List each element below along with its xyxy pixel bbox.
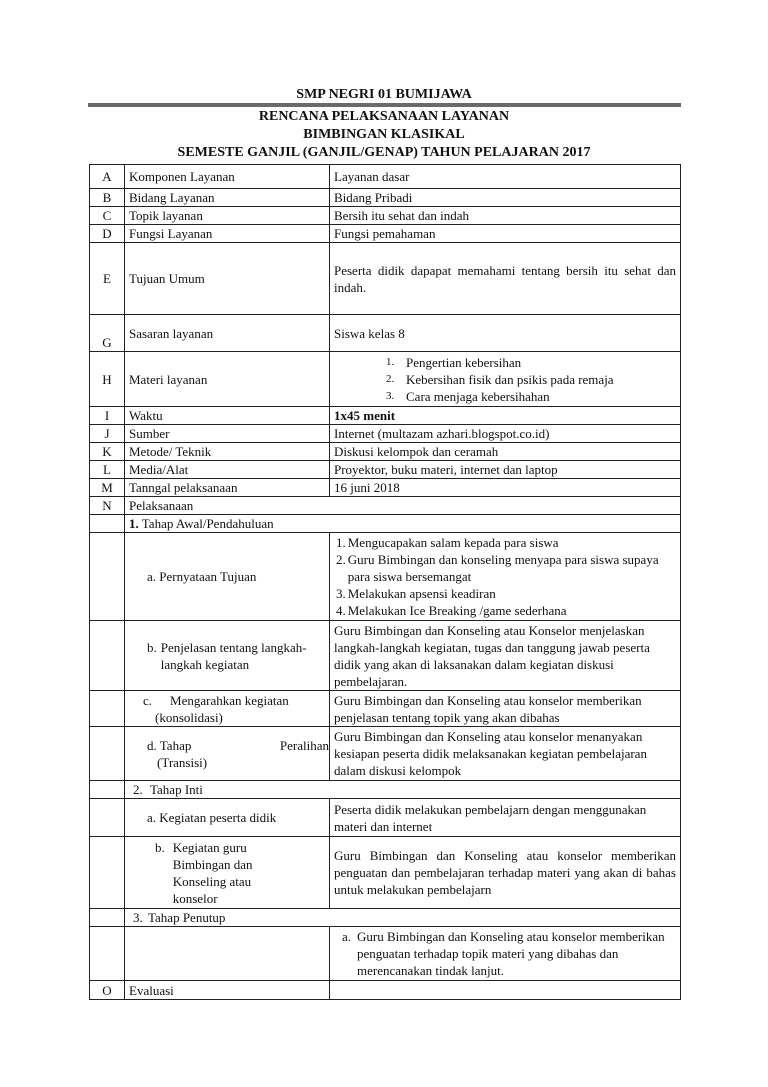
activity-label: c. Mengarahkan kegiatan (konsolidasi) (125, 691, 330, 727)
activity-value: Guru Bimbingan dan Konseling atau konselor menanyakan kesiapan peserta didik melaksanakan kegiatan pembelajaran dalam diskusi kelompok (330, 727, 681, 781)
table-row (90, 352, 681, 407)
row-value: 1x45 menit (330, 407, 681, 425)
row-value: Proyektor, buku materi, internet dan laptop (330, 461, 681, 479)
table-row (90, 225, 681, 243)
activity-value: a. Guru Bimbingan dan Konseling atau konselor memberikan penguatan terhadap topik materi yang dibahas dan merencanakan tindak lanjut. (330, 927, 681, 981)
table-row (90, 515, 681, 533)
table-row (90, 497, 681, 515)
document-title: RENCANA PELAKSANAAN LAYANAN (258, 109, 510, 124)
row-label: Komponen Layanan (125, 165, 330, 189)
activity-label: a. Kegiatan peserta didik (125, 799, 330, 837)
row-label: Topik layanan (125, 207, 330, 225)
table-row (90, 781, 681, 799)
row-value: Bersih itu sehat dan indah (330, 207, 681, 225)
table-row (90, 425, 681, 443)
row-code: I (90, 407, 125, 425)
list-item: 4. Melakukan Ice Breaking /game sederhana (336, 603, 567, 618)
row-label: Materi layanan (125, 352, 330, 407)
activity-value: Guru Bimbingan dan Konseling atau Konselor menjelaskan langkah-langkah kegiatan, tugas dan tanggung jawab peserta didik yang akan di laksanakan dalam kegiatan diskusi pembelajaran. (330, 621, 681, 691)
activity-value: Guru Bimbingan dan Konseling atau konselor memberikan penguatan dan pembelajaran terhadap materi yang akan di bahas untuk melakukan pembelajarn (330, 837, 681, 909)
table-row (90, 799, 681, 837)
row-label: Bidang Layanan (125, 189, 330, 207)
activity-label: a. Pernyataan Tujuan (125, 533, 330, 621)
row-label: Evaluasi (125, 981, 330, 1000)
row-label: Metode/ Teknik (125, 443, 330, 461)
row-value: Siswa kelas 8 (330, 315, 681, 352)
row-code: A (90, 165, 125, 189)
table-row (90, 621, 681, 691)
document-subtitle: BIMBINGAN KLASIKAL (303, 127, 465, 142)
row-label: Media/Alat (125, 461, 330, 479)
material-list (386, 354, 676, 405)
row-label: Waktu (125, 407, 330, 425)
list-item: 1. Mengucapakan salam kepada para siswa (336, 535, 559, 550)
activity-label: b. Kegiatan guru Bimbingan dan Konseling atau konselor (125, 837, 330, 909)
row-code: E (90, 243, 125, 315)
row-code: G (90, 315, 125, 352)
activity-value: Peserta didik melakukan pembelajarn dengan menggunakan materi dan internet (330, 799, 681, 837)
phase-heading: 3. Tahap Penutup (125, 909, 681, 927)
table-row (90, 189, 681, 207)
row-code: C (90, 207, 125, 225)
table-row (90, 243, 681, 315)
row-label: Sasaran layanan (125, 315, 330, 352)
table-row (90, 461, 681, 479)
table-row (90, 443, 681, 461)
row-value: Diskusi kelompok dan ceramah (330, 443, 681, 461)
table-row (90, 479, 681, 497)
header-divider (88, 103, 681, 107)
row-value: 16 juni 2018 (330, 479, 681, 497)
table-row (90, 909, 681, 927)
row-code: H (90, 352, 125, 407)
row-code: O (90, 981, 125, 1000)
table-row (90, 927, 681, 981)
service-plan-table (89, 164, 681, 1000)
row-value: Layanan dasar (330, 165, 681, 189)
row-label: Fungsi Layanan (125, 225, 330, 243)
row-code: J (90, 425, 125, 443)
phase-heading: 2. Tahap Inti (125, 781, 681, 799)
row-value: Fungsi pemahaman (330, 225, 681, 243)
row-code: N (90, 497, 125, 515)
activity-label: d. Tahap Peralihan (Transisi) (125, 727, 330, 781)
table-row (90, 533, 681, 621)
school-name: SMP NEGRI 01 BUMIJAWA (296, 87, 472, 102)
row-value: Peserta didik dapapat memahami tentang bersih itu sehat dan indah. (330, 243, 681, 315)
table-row (90, 165, 681, 189)
table-row (90, 691, 681, 727)
row-code: D (90, 225, 125, 243)
row-label: Tanngal pelaksanaan (125, 479, 330, 497)
row-label: Tujuan Umum (125, 243, 330, 315)
table-row (90, 407, 681, 425)
row-code: B (90, 189, 125, 207)
activity-value: Guru Bimbingan dan Konseling atau konselor memberikan penjelasan tentang topik yang akan dibahas (330, 691, 681, 727)
row-code: M (90, 479, 125, 497)
list-item: 2. Guru Bimbingan dan konseling menyapa para siswa supaya para siswa bersemangat (336, 552, 659, 584)
table-row (90, 837, 681, 909)
list-item: 3. Cara menjaga kebersihahan (386, 388, 550, 404)
row-value (330, 352, 681, 407)
semester-line: SEMESTE GANJIL (GANJIL/GENAP) TAHUN PELAJARAN 2017 (177, 145, 591, 160)
table-row (90, 207, 681, 225)
table-row (90, 981, 681, 1000)
phase-heading: 1. Tahap Awal/Pendahuluan (125, 515, 681, 533)
list-item: 3. Melakukan apsensi keadiran (336, 586, 496, 601)
activity-label: b. Penjelasan tentang langkah-langkah kegiatan (125, 621, 330, 691)
list-item: 1. Pengertian kebersihan (386, 354, 522, 370)
table-row (90, 315, 681, 352)
row-value: Bidang Pribadi (330, 189, 681, 207)
row-code: L (90, 461, 125, 479)
row-value: Internet (multazam azhari.blogspot.co.id) (330, 425, 681, 443)
activity-value (330, 533, 681, 621)
list-item: 2. Kebersihan fisik dan psikis pada remaja (386, 371, 614, 387)
row-value (330, 981, 681, 1000)
row-label: Pelaksanaan (125, 497, 681, 515)
row-code: K (90, 443, 125, 461)
row-label: Sumber (125, 425, 330, 443)
table-row (90, 727, 681, 781)
